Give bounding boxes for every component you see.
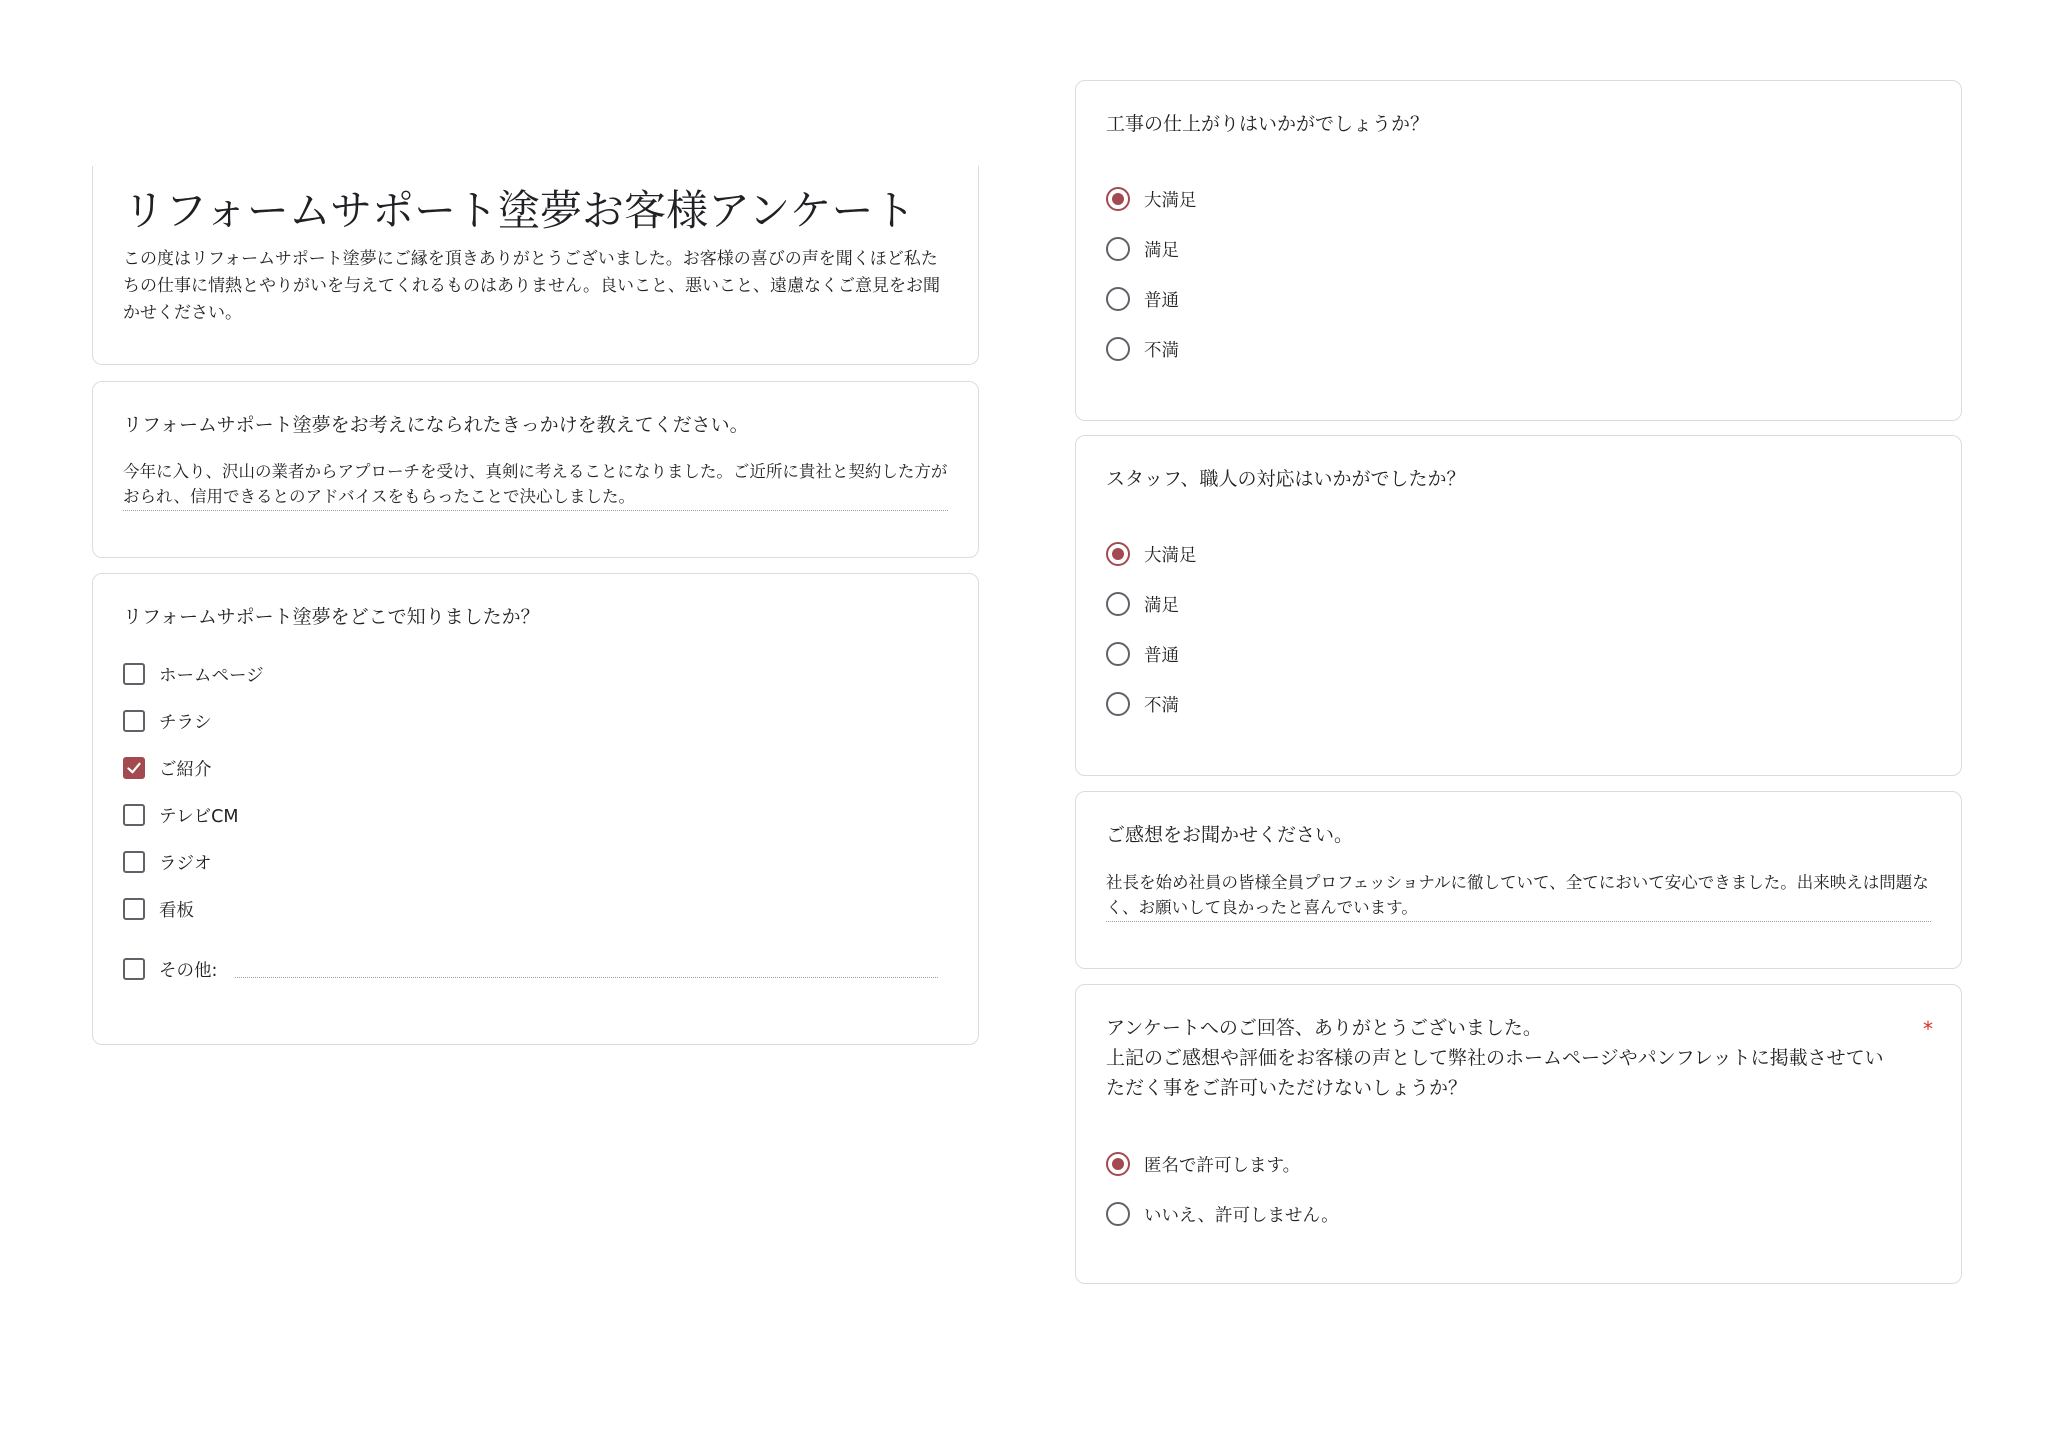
- option-label: ホームページ: [159, 665, 264, 686]
- other-text-input[interactable]: [235, 977, 938, 978]
- question-title: リフォームサポート塗夢をどこで知りましたか？: [123, 606, 540, 628]
- question-title: [1106, 1013, 1901, 1103]
- question-card-impressions: [1075, 791, 1962, 969]
- checkbox[interactable]: [123, 663, 145, 685]
- option-label: 普通: [1144, 290, 1179, 311]
- form-title: リフォームサポート塗夢お客様アンケート: [123, 186, 916, 235]
- checkbox[interactable]: [123, 804, 145, 826]
- radio-button[interactable]: [1106, 337, 1130, 361]
- radio-button[interactable]: [1106, 287, 1130, 311]
- option-label: ご紹介: [159, 759, 212, 780]
- form-description: この度はリフォームサポート塗夢にご縁を頂きありがとうございました。お客様の喜びの声を聞くほど私たちの仕事に情熱とやりがいを与えてくれるものはありません。良いこと、悪いこと、遠慮なくご意見をお聞かせください。: [123, 249, 941, 323]
- option-label: ラジオ: [159, 853, 212, 874]
- radio-option-very-satisfied[interactable]: [1106, 185, 1197, 213]
- radio-option-dissatisfied[interactable]: [1106, 690, 1179, 718]
- question-line-2: 上記のご感想や評価をお客様の声として弊社のホームページやパンフレットに掲載させていただく事をご許可いただけないしょうか？: [1106, 1047, 1884, 1099]
- radio-dot: [1112, 193, 1124, 205]
- checkbox[interactable]: [123, 898, 145, 920]
- question-card-reason: [92, 381, 979, 558]
- checkbox-option-homepage[interactable]: [123, 660, 264, 688]
- checkbox-option-other[interactable]: [123, 955, 217, 983]
- option-label: テレビCM: [159, 806, 239, 827]
- radio-option-average[interactable]: [1106, 285, 1179, 313]
- option-label: 大満足: [1144, 545, 1197, 566]
- option-label: 匿名で許可します。: [1144, 1155, 1301, 1176]
- checkbox[interactable]: [123, 710, 145, 732]
- option-label: 不満: [1144, 695, 1179, 716]
- required-indicator: *: [1923, 1017, 1933, 1041]
- radio-button-selected[interactable]: [1106, 1152, 1130, 1176]
- checkbox-option-flyer[interactable]: [123, 707, 212, 735]
- question-title: 工事の仕上がりはいかがでしょうか？: [1106, 113, 1430, 135]
- checkmark-icon: [126, 760, 142, 776]
- question-card-staff-response: [1075, 435, 1962, 776]
- checkbox[interactable]: [123, 851, 145, 873]
- option-label: 満足: [1144, 240, 1179, 261]
- radio-button-selected[interactable]: [1106, 187, 1130, 211]
- option-label: 普通: [1144, 645, 1179, 666]
- question-card-finish-quality: [1075, 80, 1962, 421]
- option-label: いいえ、許可しません。: [1144, 1205, 1339, 1226]
- radio-option-dissatisfied[interactable]: [1106, 335, 1179, 363]
- option-label: チラシ: [159, 712, 212, 733]
- option-label: 満足: [1144, 595, 1179, 616]
- radio-dot: [1112, 1158, 1124, 1170]
- answer-text[interactable]: 社長を始め社員の皆様全員プロフェッショナルに徹していて、全てにおいて安心できました。出来映えは問題なく、お願いして良かったと喜んでいます。: [1106, 870, 1931, 922]
- radio-dot: [1112, 548, 1124, 560]
- question-card-source: [92, 573, 979, 1045]
- radio-option-satisfied[interactable]: [1106, 235, 1179, 263]
- option-label: 不満: [1144, 340, 1179, 361]
- checkbox-option-radio[interactable]: [123, 848, 212, 876]
- form-header-card: [92, 166, 979, 365]
- radio-option-very-satisfied[interactable]: [1106, 540, 1197, 568]
- radio-option-do-not-allow[interactable]: [1106, 1200, 1339, 1228]
- option-label: その他:: [159, 960, 218, 981]
- radio-button[interactable]: [1106, 237, 1130, 261]
- radio-button[interactable]: [1106, 592, 1130, 616]
- option-label: 大満足: [1144, 190, 1197, 211]
- question-line-1: アンケートへのご回答、ありがとうございました。: [1106, 1017, 1542, 1039]
- question-title: ご感想をお聞かせください。: [1106, 824, 1354, 846]
- option-label: 看板: [159, 900, 194, 921]
- radio-option-average[interactable]: [1106, 640, 1179, 668]
- checkbox-option-referral[interactable]: [123, 754, 212, 782]
- radio-button-selected[interactable]: [1106, 542, 1130, 566]
- radio-button[interactable]: [1106, 642, 1130, 666]
- checkbox-option-tv-cm[interactable]: [123, 801, 238, 829]
- answer-text[interactable]: 今年に入り、沢山の業者からアプローチを受け、真剣に考えることになりました。ご近所に貴社と契約した方がおられ、信用できるとのアドバイスをもらったことで決心しました。: [123, 459, 948, 511]
- radio-option-satisfied[interactable]: [1106, 590, 1179, 618]
- radio-option-allow-anonymous[interactable]: [1106, 1150, 1300, 1178]
- question-card-permission: [1075, 984, 1962, 1284]
- question-title: スタッフ、職人の対応はいかがでしたか？: [1106, 468, 1466, 490]
- checkbox-option-signboard[interactable]: [123, 895, 194, 923]
- checkbox-checked[interactable]: [123, 757, 145, 779]
- radio-button[interactable]: [1106, 1202, 1130, 1226]
- question-title: リフォームサポート塗夢をお考えになられたきっかけを教えてください。: [123, 414, 749, 436]
- radio-button[interactable]: [1106, 692, 1130, 716]
- checkbox[interactable]: [123, 958, 145, 980]
